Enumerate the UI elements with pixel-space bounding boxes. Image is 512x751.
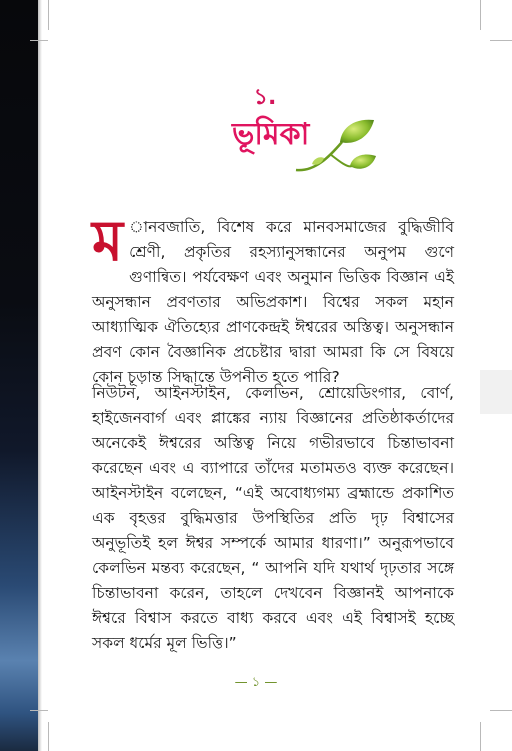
- page-number: — ১ —: [234, 675, 278, 690]
- paragraph-intro-text: ানবজাতি, বিশেষ করে মানবসমাজের বুদ্ধিজীবি শ্রেণী, প্রকৃতির রহস্যানুসন্ধানের অনুপম গুণে গুণান্বিত। পর্যবেক্ষণ এবং অনুমান ভিত্তিক বিজ্ঞান এই অনুসন্ধান প্রবণতার অভিপ্রকাশ। বিশ্বের সকল মহান আধ্যাত্মিক ঐতিহ্যের প্রাণকেন্দ্রই ঈশ্বরের অস্তিত্ব। অনুসন্ধান প্রবণ কোন বৈজ্ঞানিক প্রচেষ্টার দ্বারা আমরা কি সে বিষয়ে কোন চূড়ান্ত সিদ্ধান্তে উপনীত হতে পারি?: [92, 218, 454, 386]
- page-edge-tab: [480, 370, 512, 414]
- crop-mark: [490, 40, 512, 41]
- chapter-number: ১.: [253, 85, 277, 110]
- book-spine-image: [0, 0, 38, 751]
- crop-mark: [48, 0, 49, 30]
- spine-shadow: [38, 0, 42, 751]
- drop-cap: ম: [92, 209, 124, 274]
- paragraph-intro: [92, 209, 454, 390]
- crop-mark: [490, 710, 512, 711]
- leaf-sprout-icon: [290, 112, 380, 182]
- chapter-title: ভূমিকা: [232, 117, 310, 152]
- crop-mark: [480, 722, 481, 751]
- crop-mark: [48, 722, 49, 751]
- crop-mark: [480, 0, 481, 30]
- crop-mark: [30, 40, 48, 41]
- paragraph-scientists: নিউটন, আইনস্টাইন, কেলভিন, শ্রোয়েডিংগার, বোর্ণ, হাইজেনবার্গ এবং প্লাঙ্কের ন্যায় বিজ্ঞানের প্রতিষ্ঠাকর্তাদের অনেকেই ঈশ্বরের অস্তিত্ব নিয়ে গভীরভাবে চিন্তাভাবনা করেছেন এবং এ ব্যাপারে তাঁদের মতামতও ব্যক্ত করেছেন। আইনস্টাইন বলেছেন, “এই অবোধ্যগম্য ব্রহ্মান্ডে প্রকাশিত এক বৃহত্তর বুদ্ধিমত্তার উপস্থিতির প্রতি দৃঢ় বিশ্বাসের অনুভূতিই হল ঈশ্বর সম্পর্কে আমার ধারণা।” অনুরূপভাবে কেলভিন মন্তব্য করেছেন, “ আপনি যদি যথার্থ দৃঢ়তার সঙ্গে চিন্তাভাবনা করেন, তাহলে দেখবেন বিজ্ঞানই আপনাকে ঈশ্বরে বিশ্বাস করতে বাধ্য করবে এবং এই বিশ্বাসই হচ্ছে সকল ধর্মের মূল ভিত্তি।”: [92, 384, 454, 652]
- crop-mark: [30, 710, 48, 711]
